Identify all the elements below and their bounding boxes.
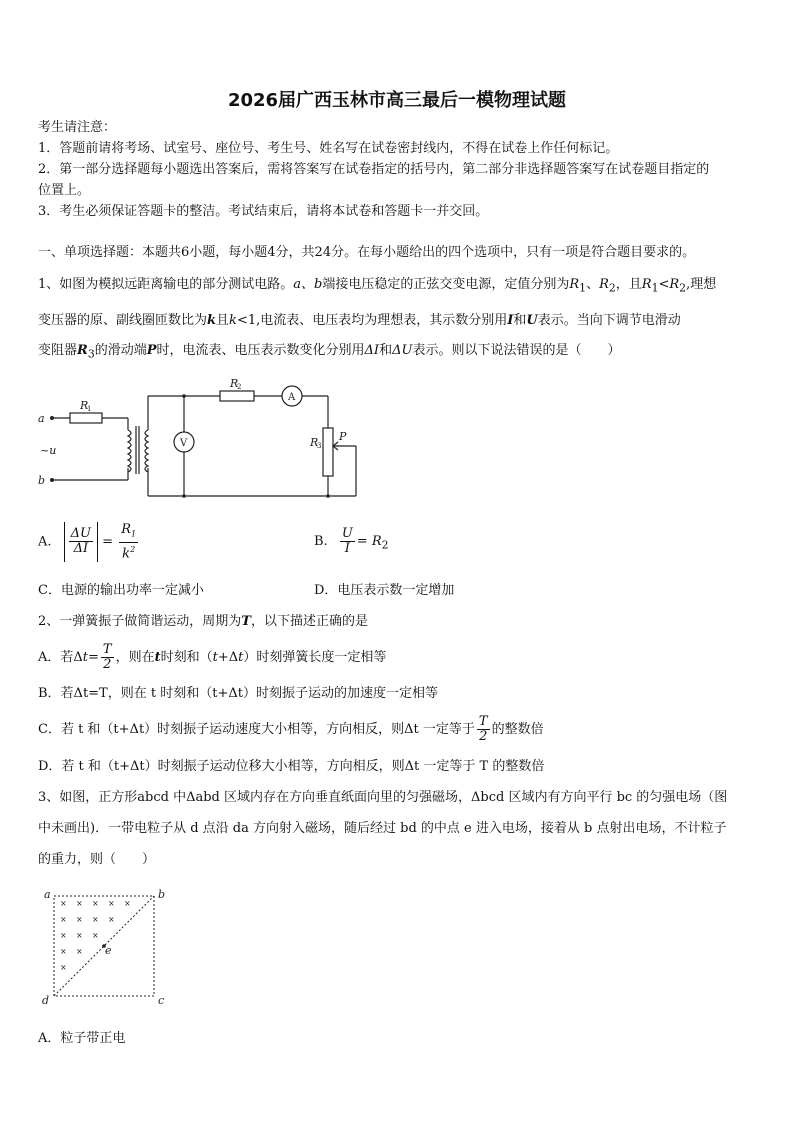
q1-line-3: 变阻器$R_3$的滑动端P时，电流表、电压表示数变化分别用ΔI和ΔU表示。则以下说法错误的是（ ）: [38, 343, 621, 361]
source-label: ~u: [40, 444, 57, 457]
terminal-b-label: b: [38, 474, 46, 487]
q3-option-a: A．粒子带正电: [38, 1031, 126, 1046]
svg-text:3: 3: [317, 442, 322, 450]
terminal-a-label: a: [38, 412, 45, 425]
q1-option-c: C．电源的输出功率一定减小: [38, 583, 204, 598]
svg-text:2: 2: [237, 383, 242, 391]
ammeter-label: A: [288, 392, 296, 403]
field-mark: ×: [76, 915, 83, 924]
r1-label: R: [80, 399, 89, 412]
q1-option-b: B. $\frac{U}{I}$ = $R_2$: [314, 526, 389, 556]
field-mark: ×: [108, 915, 115, 924]
field-mark: ×: [60, 963, 67, 972]
svg-text:1: 1: [87, 405, 92, 413]
q1-line-2: 变压器的原、副线圈匝数比为k且k<1,电流表、电压表均为理想表，其示数分别用I和U表示。当向下调节电滑动: [38, 313, 681, 328]
page-title: 2026届广西玉林市高三最后一模物理试题: [227, 90, 567, 111]
q1-option-a: A. $\frac{\Delta U}{\Delta I}$ = $\frac{R_1}{k^2}$: [38, 522, 137, 561]
resistor-r1: [70, 413, 102, 423]
q3-line-1: 3、如图，正方形abcd 中Δabd 区域内存在方向垂直纸面向里的匀强磁场，Δbcd 区域内有方向平行 bc 的匀强电场（图: [38, 790, 728, 805]
circuit-diagram: [30, 372, 370, 504]
field-mark: ×: [60, 931, 67, 940]
magnetic-field-marks: [60, 899, 131, 972]
field-mark: ×: [60, 947, 67, 956]
field-mark: ×: [76, 947, 83, 956]
r2-label: R: [230, 377, 239, 390]
field-mark: ×: [92, 915, 99, 924]
notice-heading: 考生请注意：: [38, 120, 117, 135]
corner-b-label: b: [158, 888, 166, 901]
resistor-r2: [220, 391, 254, 401]
field-diagram: [36, 884, 176, 1010]
q2-option-c: C．若 t 和（t+Δt）时刻振子运动速度大小相等，方向相反，则Δt 一定等于 $\frac{T}{2}$ 的整数倍: [38, 714, 544, 744]
field-mark: ×: [92, 899, 99, 908]
q2-stem: 2、一弹簧振子做简谐运动，周期为T，以下描述正确的是: [38, 614, 368, 629]
field-mark: ×: [60, 899, 67, 908]
q1-line-1: 1、如图为模拟远距离输电的部分测试电路。a、b端接电压稳定的正弦交变电源，定值分别为$R_1$、$R_2$，且$R_1<R_2$,理想: [38, 277, 717, 295]
notice-item-3: 3．考生必须保证答题卡的整洁。考试结束后，请将本试卷和答题卡一并交回。: [38, 204, 489, 219]
point-e-label: e: [105, 944, 112, 957]
voltmeter-label: V: [180, 438, 188, 449]
corner-a-label: a: [44, 888, 51, 901]
field-mark: ×: [92, 931, 99, 940]
secondary-coil: [145, 430, 148, 472]
q2-option-d: D．若 t 和（t+Δt）时刻振子运动位移大小相等，方向相反，则Δt 一定等于 T 的整数倍: [38, 759, 545, 774]
q2-option-b: B．若Δt=T，则在 t 时刻和（t+Δt）时刻振子运动的加速度一定相等: [38, 686, 438, 701]
slider-p-label: P: [339, 430, 347, 443]
field-mark: ×: [108, 899, 115, 908]
q3-line-3: 的重力，则（ ）: [38, 852, 156, 867]
r3-label: R: [310, 436, 319, 449]
field-mark: ×: [76, 899, 83, 908]
notice-item-2-cont: 位置上。: [38, 183, 91, 198]
field-mark: ×: [124, 899, 131, 908]
q1-option-d: D．电压表示数一定增加: [314, 583, 455, 598]
section-heading: 一、单项选择题：本题共6小题，每小题4分，共24分。在每小题给出的四个选项中，只有一项是符合题目要求的。: [38, 245, 696, 260]
q2-option-a: A．若Δt= $\frac{T}{2}$ ，则在t时刻和（t+Δt）时刻弹簧长度一定相等: [38, 642, 387, 672]
corner-d-label: d: [42, 994, 50, 1007]
q3-line-2: 中未画出)．一带电粒子从 d 点沿 da 方向射入磁场，随后经过 bd 的中点 e 进入电场，接着从 b 点射出电场，不计粒子: [38, 821, 727, 836]
primary-coil: [128, 430, 131, 472]
resistor-r3: [323, 428, 333, 476]
field-mark: ×: [60, 915, 67, 924]
field-mark: ×: [76, 931, 83, 940]
notice-item-2: 2．第一部分选择题每小题选出答案后，需将答案写在试卷指定的括号内，第二部分非选择题答案写在试卷题目指定的: [38, 162, 710, 177]
corner-c-label: c: [158, 994, 165, 1007]
notice-item-1: 1．答题前请将考场、试室号、座位号、考生号、姓名写在试卷密封线内，不得在试卷上作任何标记。: [38, 141, 619, 156]
